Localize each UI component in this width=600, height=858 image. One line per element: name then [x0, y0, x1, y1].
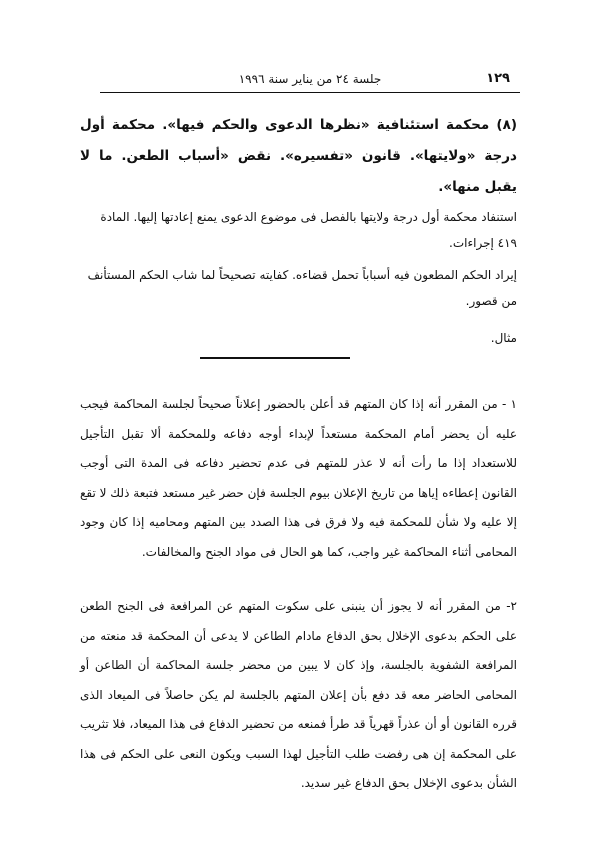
- summary-line: استنفاد محكمة أول درجة ولايتها بالفصل فى موضوع الدعوى يمنع إعادتها إليها. المادة ٤١٩ إجراءات.: [100, 210, 517, 250]
- page-number: ١٢٩: [486, 71, 510, 86]
- running-head-title: جلسة ٢٤ من يناير سنة ١٩٩٦: [238, 72, 382, 86]
- summary-line: مثال.: [490, 331, 517, 345]
- summary-line: إيراد الحكم المطعون فيه أسباباً تحمل قضاءه. كفايته تصحيحاً لما شاب الحكم المستأنف من قصور.: [87, 268, 517, 308]
- ruling-heading: (٨) محكمة استئنافية «نظرها الدعوى والحكم فيها». محكمة أول درجة «ولايتها». قانون «تفسيره». نقض «أسباب الطعن. ما لا يقبل منها».: [80, 117, 517, 195]
- body-paragraph: ١ - من المقرر أنه إذا كان المتهم قد أعلن بالحضور إعلاناً صحيحاً لجلسة المحاكمة فيجب عليه أن يحضر أمام المحكمة مستعداً لإبداء أوجه دفاعه وللمحكمة ألا تقبل التأجيل للاستعداد إذا ما رأت أنه لا عذر للمتهم فى عدم تحضير دفاعه فى المدة التى أوجب القانون إعطاءه إياها من تاريخ الإعلان بيوم الجلسة فإن حضر غير مستعد فتبعة ذلك لا تقع إلا عليه ولا شأن للمحكمة فيه ولا فرق فى هذا الصدد بين المتهم ومحاميه إذا كان وجود المحامى أثناء المحاكمة غير واجب، كما هو الحال فى مواد الجنح والمخالفات.: [80, 397, 517, 559]
- body-paragraph: ٢- من المقرر أنه لا يجوز أن ينبنى على سكوت المتهم عن المرافعة فى الجنح الطعن على الحكم بدعوى الإخلال بحق الدفاع مادام الطاعن لا يدعى أن المحكمة قد منعته من المرافعة الشفوية بالجلسة، وإذ كان لا يبين من محضر جلسة المحاكمة أن الطاعن أو المحامى الحاضر معه قد دفع بأن إعلان المتهم بالجلسة لم يكن حاصلاً فى الميعاد الذى قرره القانون أو أن عذراً قهرياً قد طرأ فمنعه من تحضير الدفاع فى هذا الميعاد، فلا تثريب على المحكمة إن هى رفضت طلب التأجيل لهذا السبب ويكون النعى على الحكم فى هذا الشأن بدعوى الإخلال بحق الدفاع غير سديد.: [80, 599, 517, 790]
- running-head: [100, 68, 520, 93]
- section-divider: [200, 357, 350, 359]
